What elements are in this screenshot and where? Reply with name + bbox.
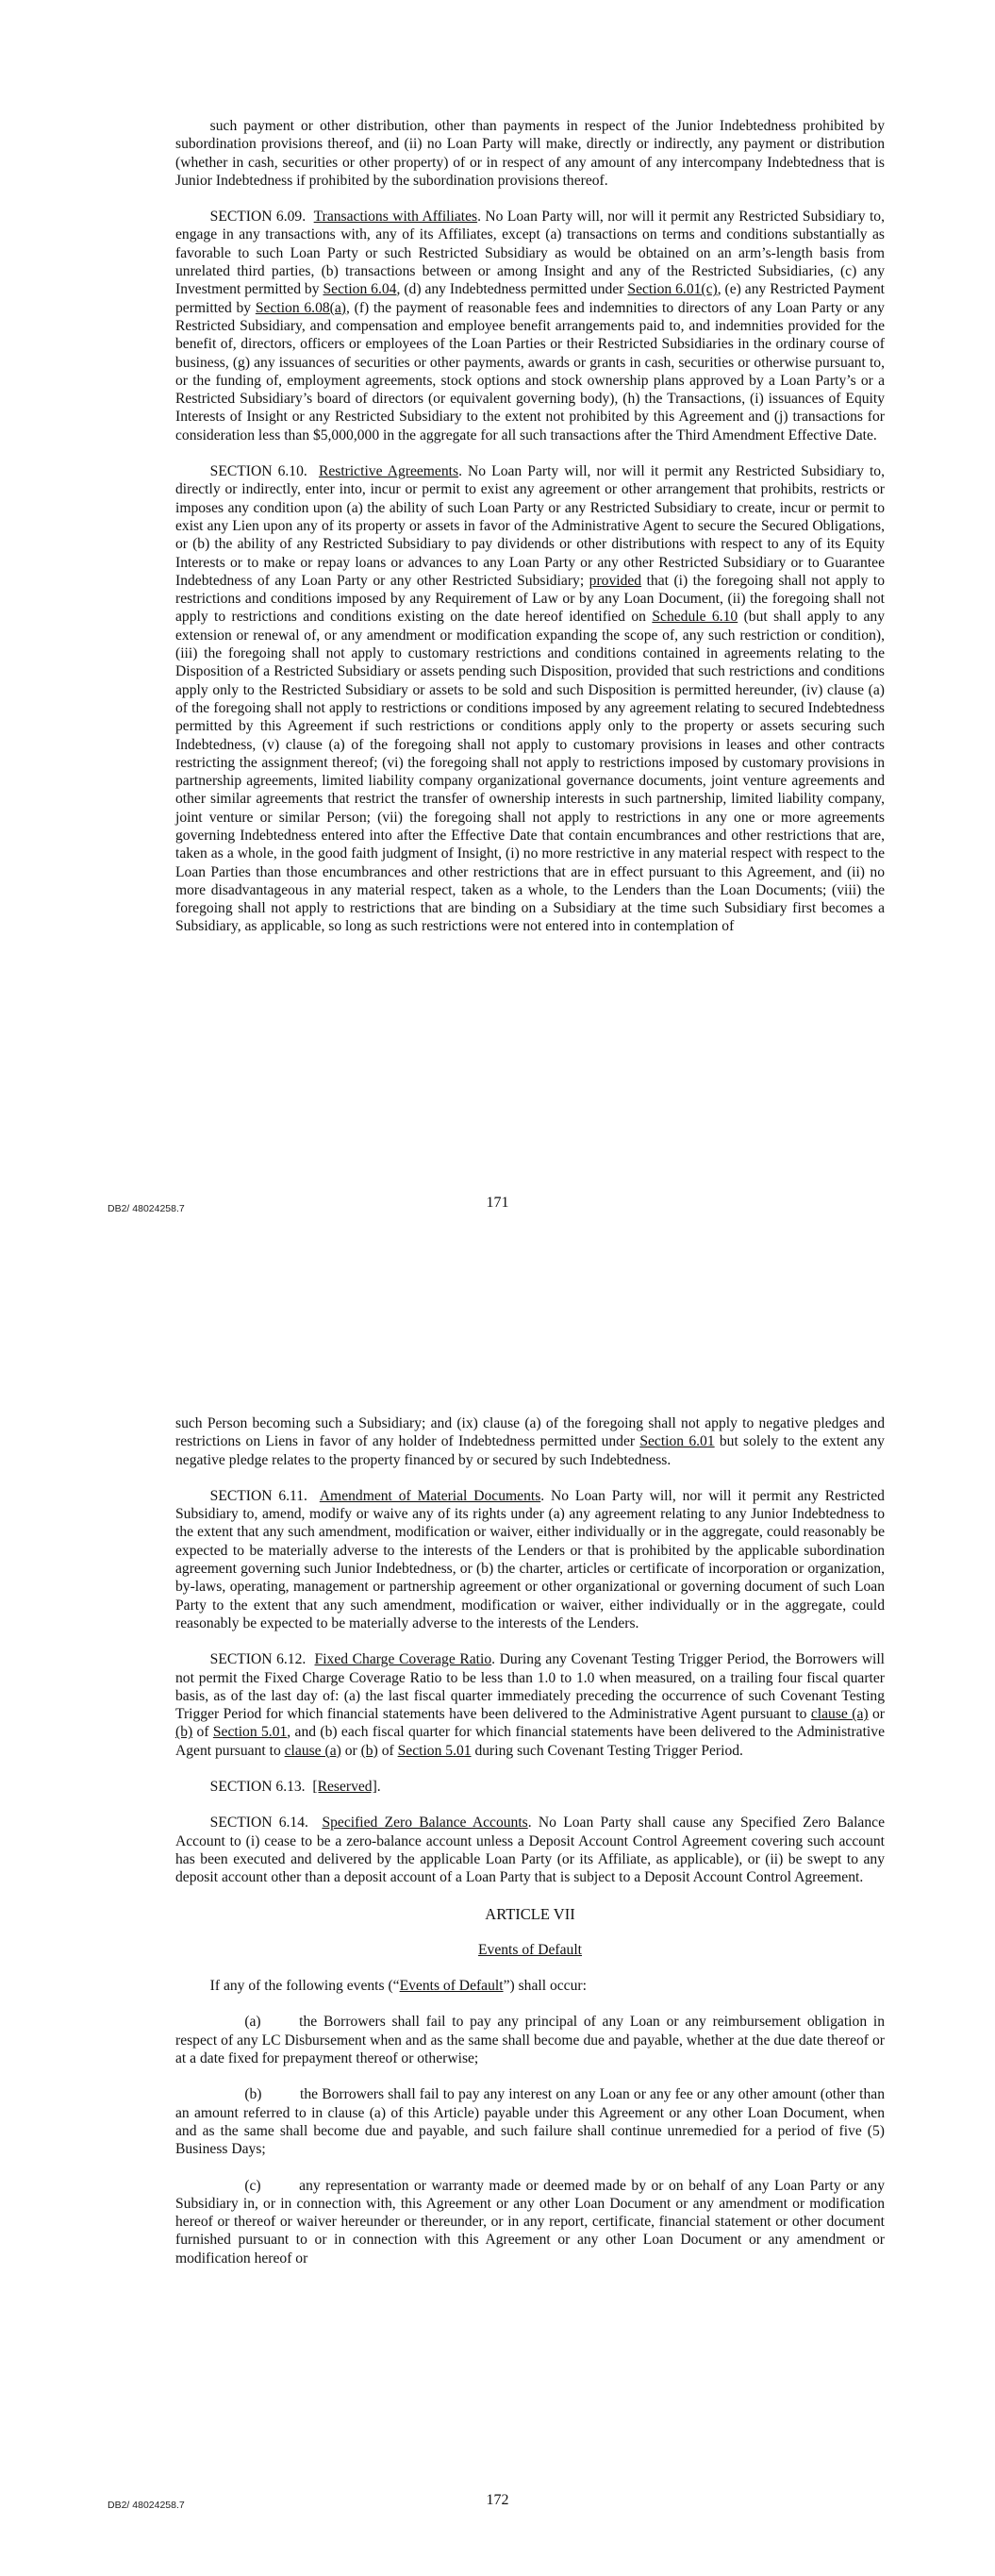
section-text: , (f) the payment of reasonable fees and indemnities to directors of any Loan Party or any Restricted Subsidiary, and compensation and employee benefit arrangements paid to, and indemnities provided for the benefit of, directors, officers or employees of the Loan Parties or their Restricted Subsidiaries in the ordinary course of business, (g) any issuances of securities or other payments, awards or grants in cash, securities or otherwise pursuant to, or the funding of, employment agreements, stock options and stock ownership plans approved by a Loan Party’s or a Restricted Subsidiary’s board of directors (or equivalent governing body), (h) the Transactions, (i) issuances of Equity Interests of Insight or any Restricted Subsidiary to the extent not prohibited by this Agreement and (j) transactions for consideration less than $5,000,000 in the aggregate for all such transactions after the Third Amendment Effective Date.	[175, 299, 885, 443]
event-item-c	[175, 2177, 885, 2267]
paragraph-text: such Person becoming such a Subsidiary; and (ix) clause (a) of the foregoing shall not apply to negative pledges and restrictions on Liens in favor of any holder of Indebtedness permitted under	[175, 1415, 885, 1450]
section-6-09	[175, 208, 885, 444]
paragraph-text: such payment or other distribution, other than payments in respect of the Junior Indebtedness prohibited by subordination provisions thereof, and (ii) no Loan Party will make, directly or indirectly, any payment or distribution (whether in cash, securities or other property) of or in respect of any amount of any intercompany Indebtedness that is Junior Indebtedness if prohibited by the subordination provisions thereof.	[175, 118, 885, 189]
section-text: , and (b) each fiscal quarter for which financial statements have been delivered to the Administrative Agent pursuant to	[175, 1724, 885, 1759]
section-text: of	[377, 1742, 398, 1759]
paragraph-continuation	[175, 1414, 885, 1469]
section-title: Specified Zero Balance Accounts	[322, 1815, 528, 1832]
document-id: DB2/ 48024258.7	[108, 1203, 185, 1214]
section-number: SECTION 6.09.	[209, 209, 307, 226]
article-subheading	[175, 1941, 885, 1959]
section-number: SECTION 6.12.	[209, 1651, 307, 1668]
cross-reference: clause (a)	[284, 1742, 341, 1759]
cross-reference: clause (a)	[810, 1706, 869, 1723]
section-6-10	[175, 462, 885, 936]
cross-reference: Section 6.01	[639, 1433, 715, 1450]
section-number: SECTION 6.13.	[209, 1779, 306, 1796]
section-6-11	[175, 1487, 885, 1632]
cross-reference: Section 6.01(c)	[627, 281, 718, 298]
section-text: .	[376, 1779, 381, 1796]
events-of-default-intro	[175, 1977, 885, 1995]
article-heading: ARTICLE VII	[485, 1904, 575, 1923]
section-text: . No Loan Party will, nor will it permit any Restricted Subsidiary to, amend, modify or waive any of its rights under (a) any agreement relating to any Junior Indebtedness to the extent that any such amendment, modification or waiver, either individually or in the aggregate, could reasonably be expected to be materially adverse to the interests of the Lenders or that is prohibited by the applicable subordination agreement governing such Junior Indebtedness, or (b) the charter, articles or certificate of incorporation or organization, by-laws, operating, management or partnership agreement or other organizational or governing document of such Loan Party to the extent that any such amendment, modification or waiver, either individually or in the aggregate, could reasonably be expected to be materially adverse to the interests of the Lenders.	[175, 1487, 885, 1631]
section-title: Fixed Charge Coverage Ratio	[314, 1651, 492, 1668]
section-6-13	[175, 1778, 885, 1796]
page-number: 172	[486, 2492, 509, 2508]
section-text: . No Loan Party shall cause any Specified Zero Balance Account to (i) cease to be a zero-balance account unless a Deposit Account Control Agreement covering such account has been executed and delivered by the applicable Loan Party (or its Affiliate, as applicable), or (ii) be swept to any deposit account other than a deposit account of a Loan Party that is subject to a Deposit Account Control Agreement.	[175, 1815, 885, 1886]
item-label: (c)	[244, 2177, 261, 2194]
section-6-14	[175, 1814, 885, 1886]
section-text: , (d) any Indebtedness permitted under	[396, 281, 628, 298]
section-text: that (i) the foregoing shall not apply to restrictions and conditions imposed by any Requirement of Law or by any Loan Document, (ii) the foregoing shall not apply to restrictions and conditions existing on the date hereof identified on	[175, 572, 885, 626]
section-text: , (e) any Restricted Payment permitted by	[175, 281, 885, 316]
section-text: or	[340, 1742, 361, 1759]
section-text: . No Loan Party will, nor will it permit any Restricted Subsidiary to, engage in any transactions with, any of its Affiliates, except (a) transactions on terms and conditions substantially as favorable to such Loan Party or such Restricted Subsidiary as would be obtained on an arm’s-length basis from unrelated third parties, (b) transactions between or among Insight and any of the Restricted Subsidiaries, (c) any Investment permitted by	[175, 209, 885, 298]
cross-reference: Section 5.01	[397, 1742, 472, 1759]
item-text: the Borrowers shall fail to pay any interest on any Loan or any fee or any other amount (other than an amount referred to in clause (a) of this Article) payable under this Agreement or any other Loan Document, when and as the same shall become due and payable, and such failure shall continue unremedied for a period of five (5) Business Days;	[175, 2086, 885, 2158]
section-text: of	[192, 1724, 213, 1741]
document-page-172	[0, 1288, 995, 2576]
section-text: . During any Covenant Testing Trigger Period, the Borrowers will not permit the Fixed Charge Coverage Ratio to be less than 1.0 to 1.0 when measured, on a trailing four fiscal quarter basis, as of the last day of: (a) the last fiscal quarter immediately preceding the occurrence of such Covenant Testing Trigger Period for which financial statements have been delivered to the Administrative Agent pursuant to	[175, 1651, 886, 1723]
cross-reference: Section 6.04	[323, 281, 397, 298]
section-text: during such Covenant Testing Trigger Period.	[471, 1742, 743, 1759]
document-id: DB2/ 48024258.7	[108, 2500, 185, 2511]
paragraph-text: but solely to the extent any negative pledge relates to the property financed by or secured by such Indebtedness.	[175, 1433, 885, 1468]
defined-term: Events of Default	[399, 1978, 504, 1995]
section-title: Amendment of Material Documents	[319, 1487, 541, 1504]
section-number: SECTION 6.10.	[209, 463, 307, 480]
item-label: (a)	[244, 2014, 261, 2031]
section-title: [Reserved]	[312, 1779, 377, 1796]
section-text: (but shall apply to any extension or renewal of, or any amendment or modification expanding the scope of, any such restriction or condition), (iii) the foregoing shall not apply to customary restrictions and conditions contained in agreements relating to the Disposition of a Restricted Subsidiary or assets pending such Disposition, provided that such restrictions and conditions apply only to the Restricted Subsidiary or assets to be sold and such Disposition is permitted hereunder, (iv) clause (a) of the foregoing shall not apply to restrictions or conditions imposed by any agreement relating to secured Indebtedness permitted by this Agreement if such restrictions or conditions apply only to the property or assets securing such Indebtedness, (v) clause (a) of the foregoing shall not apply to customary provisions in leases and other contracts restricting the assignment thereof; (vi) the foregoing shall not apply to restrictions imposed by customary provisions in partnership agreements, limited liability company organizational governance documents, joint venture agreements and other similar agreements that restrict the transfer of ownership interests in such partnership, limited liability company, joint venture or similar Person; (vii) the foregoing shall not apply to restrictions in any one or more agreements governing Indebtedness entered into after the Effective Date that contain encumbrances and other restrictions that are, taken as a whole, in the good faith judgment of Insight, (i) no more restrictive in any material respect with respect to the Loan Parties than those encumbrances and other restrictions that are in effect pursuant to this Agreement, and (ii) no more disadvantageous in any material respect, taken as a whole, to the Lenders than the Loan Documents; (viii) the foregoing shall not apply to restrictions that are binding on a Subsidiary at the time such Subsidiary first becomes a Subsidiary, as applicable, so long as such restrictions were not entered into in contemplation of	[175, 609, 885, 935]
section-title: Restrictive Agreements	[318, 463, 459, 480]
cross-reference: Section 5.01	[212, 1724, 288, 1741]
section-title: Transactions with Affiliates	[313, 209, 478, 226]
section-text: or	[868, 1706, 885, 1723]
section-number: SECTION 6.14.	[209, 1815, 308, 1832]
page-body	[175, 117, 885, 954]
paragraph-text: If any of the following events (“	[209, 1978, 400, 1995]
cross-reference: Schedule 6.10	[652, 609, 738, 626]
item-label: (b)	[244, 2086, 262, 2103]
page-body	[175, 1414, 885, 2285]
defined-term: provided	[589, 572, 642, 589]
item-text: the Borrowers shall fail to pay any principal of any Loan or any reimbursement obligation in respect of any LC Disbursement when and as the same shall become due and payable, whether at the due date thereof or at a date fixed for prepayment thereof or otherwise;	[175, 2014, 885, 2067]
item-text: any representation or warranty made or deemed made by or on behalf of any Loan Party or any Subsidiary in, or in connection with, this Agreement or any other Loan Document or any amendment or modification hereof or thereof or waiver hereunder or thereunder, or in any report, certificate, financial statement or other document furnished pursuant to or in connection with this Agreement or any other Loan Document or any amendment or modification hereof or	[175, 2177, 885, 2267]
paragraph-continuation	[175, 117, 885, 190]
cross-reference: (b)	[175, 1724, 193, 1741]
article-subheading-text: Events of Default	[478, 1941, 582, 1958]
section-text: . No Loan Party will, nor will it permit any Restricted Subsidiary to, directly or indirectly, enter into, incur or permit to exist any agreement or other arrangement that prohibits, restricts or imposes any condition upon (a) the ability of such Loan Party or any Restricted Subsidiary to create, incur or permit to exist any Lien upon any of its property or assets in favor of the Administrative Agent to secure the Secured Obligations, or (b) the ability of any Restricted Subsidiary to pay dividends or other distributions with respect to any of its Equity Interests or to make or repay loans or advances to any Loan Party or any other Restricted Subsidiary or to Guarantee Indebtedness of any Loan Party or any other Restricted Subsidiary;	[175, 463, 885, 589]
section-number: SECTION 6.11.	[209, 1487, 307, 1504]
cross-reference: (b)	[360, 1742, 378, 1759]
event-item-a	[175, 2013, 885, 2067]
page-number: 171	[486, 1195, 509, 1211]
paragraph-text: ”) shall occur:	[503, 1978, 587, 1995]
event-item-b	[175, 2085, 885, 2158]
section-6-12	[175, 1650, 885, 1760]
cross-reference: Section 6.08(a)	[255, 299, 346, 316]
